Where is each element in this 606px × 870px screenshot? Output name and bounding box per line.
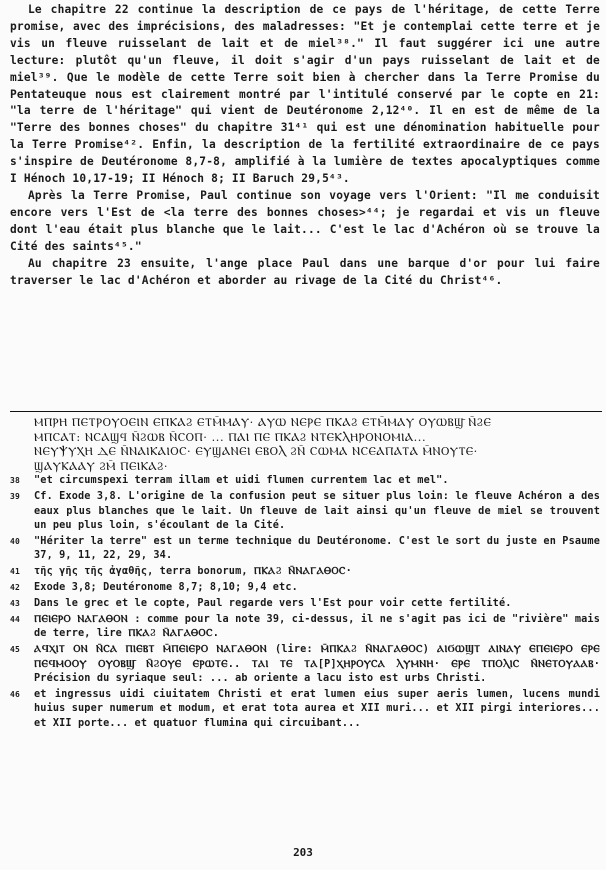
footnote-number: 42: [10, 583, 20, 593]
footnote-divider: [10, 411, 602, 412]
paragraph-1: Le chapitre 22 continue la description de ce pays de l'héritage, de cette Terre promise, avec des imprécisions, des maladresses: "Et je contemplai cette terre et je vis un fleuve ruisselant de lait et de miel³⁸." Il faut suggérer ici une autre lecture: plutôt qu'un fleuve, il doit s'agir d'un pays ruisselant de lait et de miel³⁹. Que le modèle de cette Terre soit bien à chercher dans la Terre Promise du Pentateuque nous est clairement montré par l'intitulé conservé par le copte en 21: "la terre de l'héritage" qui vient de Deutéronome 2,12⁴⁰. Il en est de même de la "Terre des bonnes choses" du chapitre 31⁴¹ qui est une dénomination habituelle pour la Terre Promise⁴². Enfin, la description de la fertilité extraordinaire de ce pays s'inspire de Deutéronome 8,7-8, amplifié à la lumière de textes apocalyptiques comme I Hénoch 10,17-19; II Hénoch 8; II Baruch 29,5⁴³.: [10, 3, 600, 186]
footnote-43: [10, 597, 600, 611]
footnote-text: ⲠⲈⲒⲈⲢⲞ ⲚⲀⲄⲀⲐⲞⲚ : comme pour la note 39, ci-dessus, il ne s'agit pas ici de "rivière" mais de terre, lire ⲠⲔⲀϨ Ⲛ̄ⲀⲄⲀⲐⲞⲤ.: [34, 614, 600, 640]
footnote-text: Cf. Exode 3,8. L'origine de la confusion peut se situer plus loin: le fleuve Achéron a des eaux plus blanches que le lait. Un fleuve de lait ainsi qu'un fleuve de miel se trouvent un peu plus loin, s'écoulant de la Cité.: [34, 491, 600, 532]
coptic-line: ϢⲀⲨⲔⲀⲀⲨ ϨⲘ̄ ⲠⲈⲒⲔⲀϨ·: [34, 459, 169, 473]
footnote-number: 38: [10, 476, 20, 486]
page-number: 203: [293, 846, 313, 859]
footnote-text: ⲀϤⲬⲒⲦ ⲞⲚ Ⲛ̄ⲤⲀ ⲠⲒⲈⲂⲦ Ⲙ̄ⲠⲈⲒⲈⲢⲞ ⲚⲀⲄⲀⲐⲞⲚ (lire: Ⲙ̄ⲠⲔⲀϨ Ⲛ̄ⲚⲀⲄⲀⲐⲞⲤ) ⲀⲒϬⲰϢⲦ ⲀⲒⲚⲀⲨ ⲈⲠⲈⲒⲈⲢⲞ ⲈⲢⲈ ⲠⲈϤⲘⲞⲞⲨ ⲞⲨⲞⲂϢ̄ Ⲛ̄ϨⲞⲨⲈ ⲈⲢⲰⲦⲈ.. ⲦⲀⲒ ⲦⲈ ⲦⲀ[Ρ]ⲬⲎⲢⲞⲨⲤⲀ ⲖⲨⲘⲚⲎ· ⲈⲢⲈ ⲦⲠⲞⲖⲒⲤ Ⲛ̄ⲚⲈⲦⲞⲨⲀⲀⲂ· Précision du syriaque seul: ... ab oriente a lacu isto est urbs Christi.: [34, 644, 600, 685]
footnote-41: [10, 565, 600, 579]
footnote-text: Dans le grec et le copte, Paul regarde vers l'Est pour voir cette fertilité.: [34, 598, 512, 610]
footnote-number: 44: [10, 615, 20, 625]
footnote-40: [10, 535, 600, 564]
paragraph-2: Après la Terre Promise, Paul continue son voyage vers l'Orient: "Il me conduisit encore vers l'Est de <la terre des bonnes choses>⁴⁴; je regardai et vis un fleuve dont l'eau était plus blanche que le lait... C'est le lac d'Achéron où se trouve la Cité des saints⁴⁵.": [10, 188, 600, 253]
footnote-number: 39: [10, 492, 20, 502]
footnote-46: [10, 688, 600, 731]
coptic-line: ⲘⲠⲤⲀⲦ: ⲚⲤⲀϢϤ Ⲛ̄ϨⲰⲂ Ⲛ̄ⲤⲞⲠ· ... ⲠⲀⲒ ⲠⲈ ⲠⲔⲀϨ ⲚⲦⲈⲔⲖⲎⲢⲞⲚⲞⲘⲒⲀ...: [34, 430, 427, 444]
footnote-number: 41: [10, 567, 20, 577]
footnote-38: [10, 474, 600, 488]
main-text: [10, 2, 600, 289]
footnote-number: 43: [10, 599, 20, 609]
footnote-text: Exode 3,8; Deutéronome 8,7; 8,10; 9,4 etc.: [34, 582, 298, 594]
footnote-text: et ingressus uidi ciuitatem Christi et erat lumen eius super aeris lumen, lucens mundi huius super numerum et modum, et erat tota aurea et XII muri... et XII pirgi interiores... et XII porte... et quatuor flumina qui circuibant...: [34, 689, 600, 729]
footnotes: [10, 416, 600, 733]
paragraph-3: Au chapitre 23 ensuite, l'ange place Paul dans une barque d'or pour lui faire traverser le lac d'Achéron et aborder au rivage de la Cité du Christ⁴⁶.: [10, 256, 600, 287]
footnote-text: "et circumspexi terram illam et uidi flumen currentem lac et mel".: [34, 475, 449, 487]
footnote-42: [10, 581, 600, 595]
footnote-number: 40: [10, 537, 20, 546]
footnote-text: "Hériter la terre" est un terme technique du Deutéronome. C'est le sort du juste en Psaume 37, 9, 11, 22, 29, 34.: [34, 536, 600, 562]
footnote-44: [10, 613, 600, 642]
footnote-number: 46: [10, 690, 20, 700]
coptic-passage: [34, 416, 600, 474]
coptic-line: ⲘⲠⲢⲎ ⲠⲈⲦⲢⲞⲨⲞⲈⲒⲚ ⲈⲠⲔⲀϨ ⲈⲦⲘ̄ⲘⲀⲨ· ⲀⲨⲰ ⲚⲈⲢⲈ ⲠⲔⲀϨ ⲈⲦⲘ̄ⲘⲀⲨ ⲞⲨⲰⲂϢ̄ Ⲛ̄ϨⲈ: [34, 416, 492, 429]
footnote-39: [10, 490, 600, 533]
footnote-45: [10, 643, 600, 686]
coptic-line: ⲚⲈⲨⲮⲨⲬⲎ ⲆⲈ Ⲛ̄ⲚⲀⲒⲔⲀⲒⲞⲤ· ⲈⲨϢⲀⲚⲈⲒ ⲈⲂⲞⲖ ϨⲚ̄ ⲤⲰⲘⲀ ⲚⲤⲈⲀⲠⲀⲦⲀ Ⲙ̄ⲚⲞⲨⲦⲈ·: [34, 445, 478, 459]
footnote-number: 45: [10, 645, 20, 655]
footnote-text: τῆς γῆς τῆς ἀγαθῆς, terra bonorum, ⲠⲔⲀϨ Ⲛ̄ⲚⲀⲄⲀⲐⲞⲤ·: [34, 566, 352, 578]
